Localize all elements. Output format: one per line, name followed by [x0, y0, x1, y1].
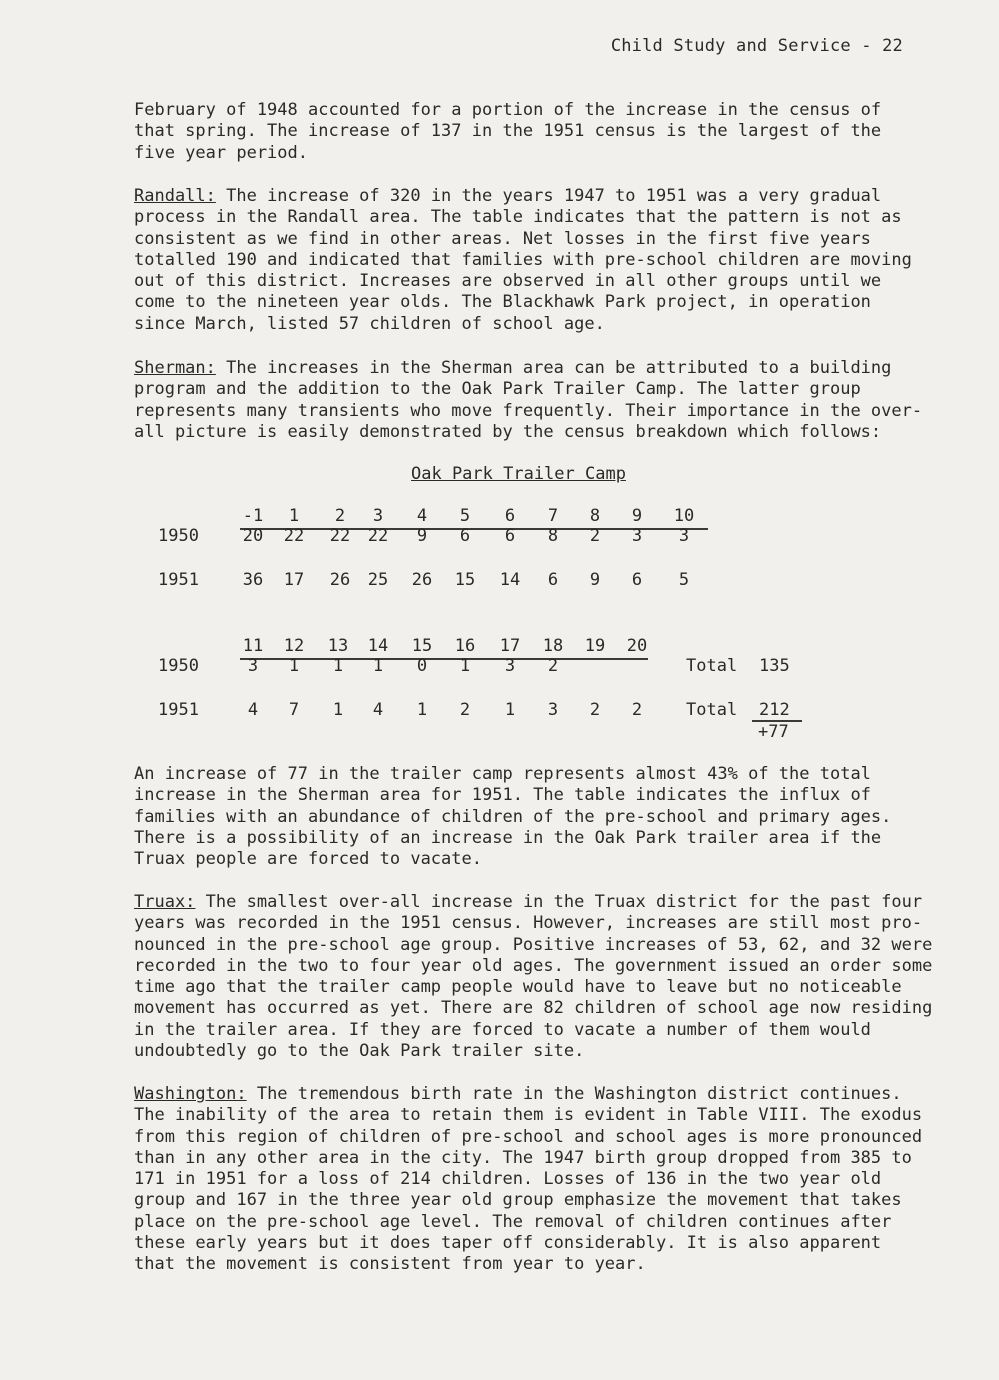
table-cell: 22 — [329, 526, 351, 546]
table-cell: 1 — [288, 656, 300, 676]
text-line: increase in the Sherman area for 1951. The table indicates the influx of — [134, 785, 871, 806]
text-line: process in the Randall area. The table indicates that the pattern is not as — [134, 207, 902, 228]
table-cell: 9 — [589, 570, 601, 590]
age-header: 7 — [547, 506, 559, 526]
table-cell: 2 — [459, 700, 471, 720]
age-header: -1 — [242, 506, 264, 526]
text-line: come to the nineteen year olds. The Blackhawk Park project, in operation — [134, 292, 871, 313]
table-cell: 25 — [367, 570, 389, 590]
table-cell: 20 — [242, 526, 264, 546]
text-line: consistent as we find in other areas. Net losses in the first five years — [134, 228, 871, 249]
text-line: The smallest over-all increase in the Truax district for the past four — [195, 892, 923, 912]
age-header: 10 — [673, 506, 695, 526]
table-cell: 26 — [411, 570, 433, 590]
text-line: all picture is easily demonstrated by the census breakdown which follows: — [134, 421, 882, 442]
paragraph-continuation — [134, 100, 974, 164]
text-line: The increase of 320 in the years 1947 to 1951 was a very gradual — [215, 186, 882, 206]
text-line: 171 in 1951 for a loss of 214 children. Losses of 136 in the two year old — [134, 1169, 882, 1190]
table-cell: 22 — [283, 526, 305, 546]
text-line: out of this district. Increases are observed in all other groups until we — [134, 271, 882, 292]
year-label: 1951 — [158, 700, 199, 720]
table-cell: 3 — [547, 700, 559, 720]
table-cell: 26 — [329, 570, 351, 590]
text-line: nounced in the pre-school age group. Positive increases of 53, 62, and 32 were — [134, 934, 933, 955]
age-header: 19 — [584, 636, 606, 656]
age-header: 3 — [372, 506, 384, 526]
table-cell: 5 — [678, 570, 690, 590]
text-line: The tremendous birth rate in the Washington district continues. — [246, 1084, 902, 1104]
age-header: 18 — [542, 636, 564, 656]
table-cell: 1 — [372, 656, 384, 676]
age-header: 14 — [367, 636, 389, 656]
text-line: The increases in the Sherman area can be attributed to a building — [215, 358, 892, 378]
table-cell: 4 — [247, 700, 259, 720]
age-header: 8 — [589, 506, 601, 526]
text-line: time ago that the trailer camp people would have to leave but no noticeable — [134, 977, 902, 998]
table-cell: 15 — [454, 570, 476, 590]
difference-value: +77 — [758, 722, 789, 742]
paragraph-washington — [134, 1084, 974, 1276]
section-lead-washington: Washington: — [134, 1084, 247, 1104]
paragraph-trailer-increase — [134, 764, 974, 870]
text-line: February of 1948 accounted for a portion of the increase in the census of — [134, 100, 882, 120]
table-cell: 17 — [283, 570, 305, 590]
total-label: Total — [686, 656, 738, 676]
text-line: that spring. The increase of 137 in the 1951 census is the largest of the — [134, 121, 882, 142]
table-title: Oak Park Trailer Camp — [411, 464, 626, 484]
text-line: since March, listed 57 children of school age. — [134, 313, 605, 334]
text-line: than in any other area in the city. The 1947 birth group dropped from 385 to — [134, 1147, 912, 1168]
text-line: movement has occurred as yet. There are 82 children of school age now residing — [134, 998, 933, 1019]
paragraph-randall — [134, 186, 974, 335]
age-header: 12 — [283, 636, 305, 656]
table-cell: 1 — [416, 700, 428, 720]
text-line: that the movement is consistent from year to year. — [134, 1254, 646, 1275]
text-line: in the trailer area. If they are forced to vacate a number of them would — [134, 1019, 871, 1040]
table-cell: 3 — [504, 656, 516, 676]
table-cell: 0 — [416, 656, 428, 676]
text-line: Truax people are forced to vacate. — [134, 849, 482, 870]
age-header: 20 — [626, 636, 648, 656]
page-header: Child Study and Service - 22 — [610, 36, 903, 56]
text-line: years was recorded in the 1951 census. However, increases are still most pro- — [134, 913, 923, 934]
age-header: 1 — [288, 506, 300, 526]
age-header: 5 — [459, 506, 471, 526]
section-lead-randall: Randall: — [134, 186, 216, 206]
text-line: totalled 190 and indicated that families with pre-school children are moving — [134, 249, 912, 270]
table-cell: 36 — [242, 570, 264, 590]
text-line: group and 167 in the three year old group emphasize the movement that takes — [134, 1190, 902, 1211]
age-header: 16 — [454, 636, 476, 656]
total-value: 135 — [759, 656, 790, 676]
year-label: 1950 — [158, 656, 199, 676]
table-cell: 1 — [332, 656, 344, 676]
table-cell: 1 — [332, 700, 344, 720]
text-line: represents many transients who move frequently. Their importance in the over- — [134, 400, 923, 421]
section-lead-truax: Truax: — [134, 892, 196, 912]
age-header: 9 — [631, 506, 643, 526]
year-label: 1950 — [158, 526, 199, 546]
table-cell: 1 — [504, 700, 516, 720]
age-header: 2 — [334, 506, 346, 526]
age-header: 4 — [416, 506, 428, 526]
text-line: five year period. — [134, 142, 308, 163]
table-cell: 8 — [547, 526, 559, 546]
section-lead-sherman: Sherman: — [134, 358, 216, 378]
text-line: program and the addition to the Oak Park Trailer Camp. The latter group — [134, 379, 861, 400]
paragraph-truax — [134, 892, 974, 1062]
table-cell: 14 — [499, 570, 521, 590]
text-line: undoubtedly go to the Oak Park trailer site. — [134, 1041, 585, 1062]
table-cell: 6 — [504, 526, 516, 546]
table-cell: 2 — [589, 700, 601, 720]
table-cell: 4 — [372, 700, 384, 720]
table-cell: 7 — [288, 700, 300, 720]
paragraph-sherman — [134, 358, 974, 443]
text-line: There is a possibility of an increase in the Oak Park trailer area if the — [134, 827, 882, 848]
text-line: The inability of the area to retain them is evident in Table VIII. The exodus — [134, 1105, 923, 1126]
table-cell: 9 — [416, 526, 428, 546]
total-label: Total — [686, 700, 738, 720]
text-line: An increase of 77 in the trailer camp represents almost 43% of the total — [134, 764, 871, 784]
text-line: these early years but it does taper off considerably. It is also apparent — [134, 1233, 882, 1254]
text-line: place on the pre-school age level. The removal of children continues after — [134, 1211, 892, 1232]
age-header: 11 — [242, 636, 264, 656]
table-cell: 2 — [589, 526, 601, 546]
table-cell: 6 — [459, 526, 471, 546]
table-cell: 2 — [631, 700, 643, 720]
table-cell: 2 — [547, 656, 559, 676]
text-line: from this region of children of pre-school and school ages is more pronounced — [134, 1126, 923, 1147]
table-cell: 1 — [459, 656, 471, 676]
year-label: 1951 — [158, 570, 199, 590]
text-line: recorded in the two to four year old ages. The government issued an order some — [134, 955, 933, 976]
age-header: 17 — [499, 636, 521, 656]
total-value: 212 — [759, 700, 790, 720]
table-cell: 6 — [631, 570, 643, 590]
table-cell: 3 — [678, 526, 690, 546]
age-header: 13 — [327, 636, 349, 656]
text-line: families with an abundance of children of the pre-school and primary ages. — [134, 806, 892, 827]
table-cell: 6 — [547, 570, 559, 590]
age-header: 6 — [504, 506, 516, 526]
table-cell: 22 — [367, 526, 389, 546]
table-cell: 3 — [247, 656, 259, 676]
table-cell: 3 — [631, 526, 643, 546]
age-header: 15 — [411, 636, 433, 656]
